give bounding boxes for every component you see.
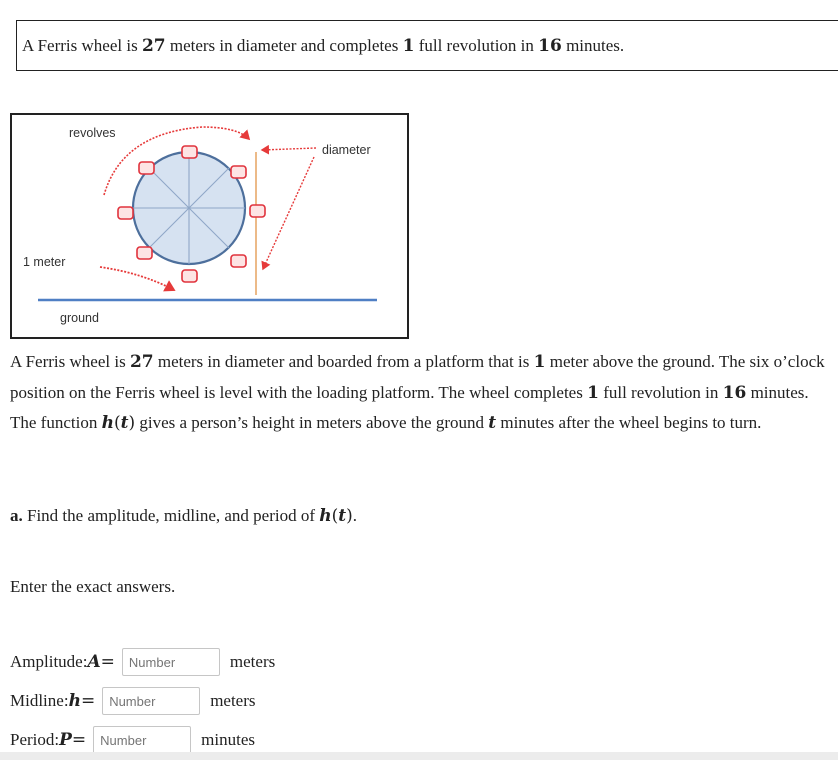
period-row: Period: P = Number minutes (10, 726, 255, 754)
banner-diameter: 27 (141, 36, 166, 56)
diameter-arrow (262, 148, 316, 150)
banner-minutes: 16 (538, 36, 562, 56)
midline-unit: meters (210, 691, 256, 710)
period-unit: minutes (201, 730, 255, 749)
problem-banner: A Ferris wheel is 27 meters in diameter and completes 1 full revolution in 16 minutes. (16, 20, 838, 71)
problem-description: A Ferris wheel is 27 meters in diameter and boarded from a platform that is 1 meter above the ground. The six o’clock position on the Ferris wheel is level with the loading platform. The wheel completes 1 full revolution in 16 minutes. The function h(t) gives a person’s height in meters above the ground t minutes after the wheel begins to turn. (10, 352, 825, 433)
amplitude-input[interactable] (122, 648, 220, 676)
one-meter-label: 1 meter (23, 255, 66, 269)
banner-revs: 1 (402, 36, 415, 56)
cabin (231, 255, 246, 267)
cabin (182, 146, 197, 158)
cabin (250, 205, 265, 217)
period-input[interactable] (93, 726, 191, 754)
cabin (139, 162, 154, 174)
bottom-scroll-strip (0, 752, 838, 760)
cabin (182, 270, 197, 282)
cabin (118, 207, 133, 219)
cabin (231, 166, 246, 178)
midline-input[interactable] (102, 687, 200, 715)
diameter-label: diameter (322, 143, 371, 157)
revolves-label: revolves (69, 126, 116, 140)
one-meter-arrow (100, 267, 174, 290)
cabin (137, 247, 152, 259)
question-a: a. Find the amplitude, midline, and period of h(t). (10, 506, 358, 526)
amplitude-row: Amplitude: A = Number meters (10, 648, 275, 676)
ground-label: ground (60, 311, 99, 325)
instruction-text: Enter the exact answers. (10, 577, 176, 596)
amplitude-unit: meters (229, 652, 276, 671)
ferris-wheel-figure (10, 113, 409, 339)
diameter-leader (263, 157, 314, 269)
midline-row: Midline: h = Number meters (10, 687, 256, 715)
